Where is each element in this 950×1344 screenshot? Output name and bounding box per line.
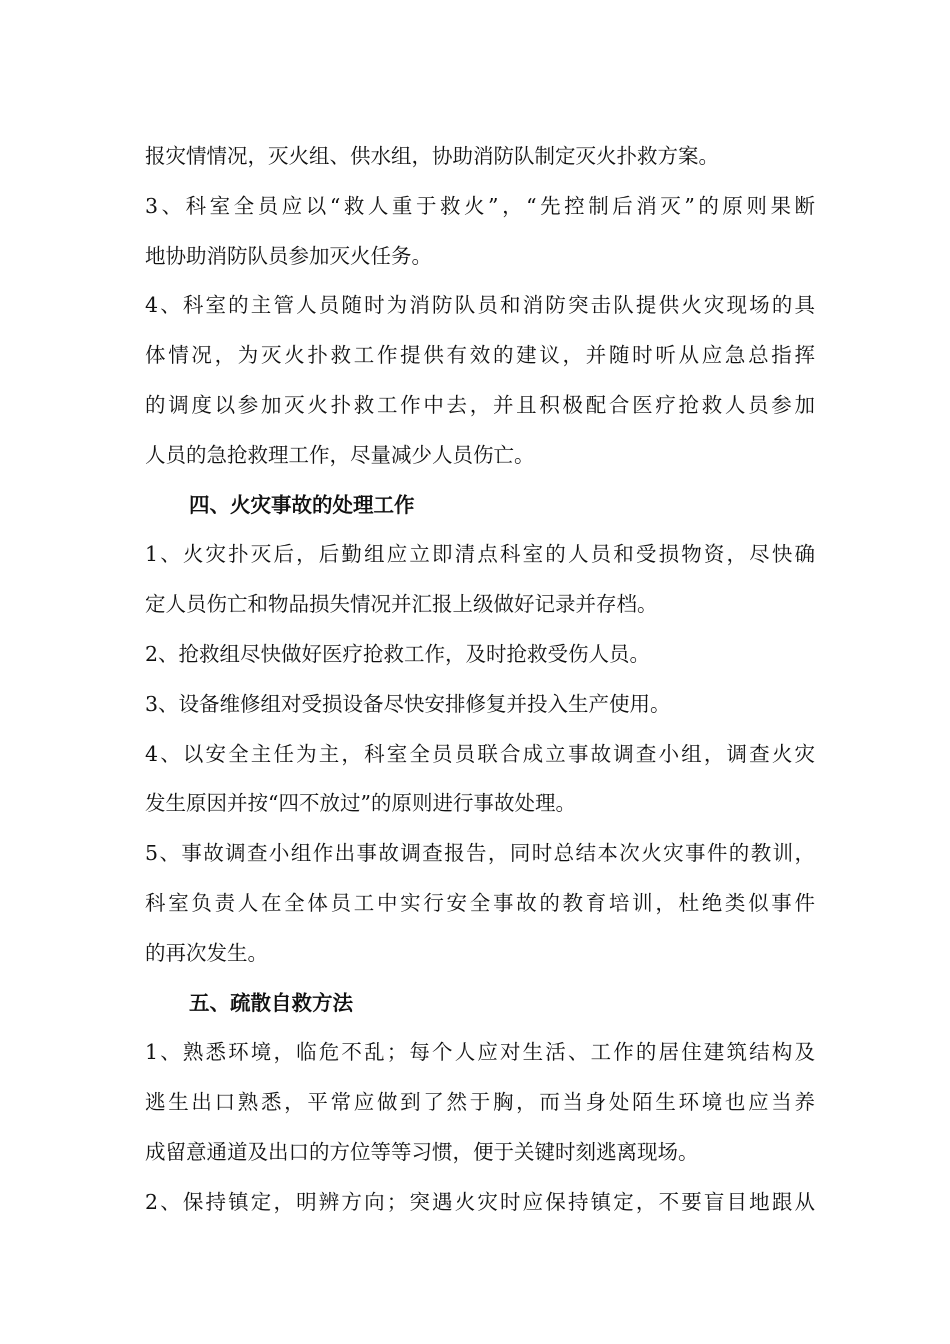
text-line: 5、事故调查小组作出事故调查报告，同时总结本次火灾事件的教训， [145, 841, 815, 866]
text-line: 逃生出口熟悉，平常应做到了然于胸，而当身处陌生环境也应当养 [145, 1090, 815, 1115]
document-body [145, 132, 815, 1228]
text-line: 3、科室全员应以“救人重于救火”，“先控制后消灭”的原则果断 [145, 193, 815, 218]
text-line: 体情况，为灭火扑救工作提供有效的建议，并随时听从应急总指挥 [145, 343, 815, 368]
section-heading: 五、疏散自救方法 [189, 990, 353, 1015]
text-line: 2、抢救组尽快做好医疗抢救工作，及时抢救受伤人员。 [145, 641, 651, 666]
text-line: 1、熟悉环境，临危不乱；每个人应对生活、工作的居住建筑结构及 [145, 1040, 815, 1065]
text-line: 人员的急抢救理工作，尽量减少人员伤亡。 [145, 442, 535, 467]
text-line: 4、科室的主管人员随时为消防队员和消防突击队提供火灾现场的具 [145, 293, 815, 318]
text-line: 的再次发生。 [145, 940, 268, 965]
text-line: 1、火灾扑灭后，后勤组应立即清点科室的人员和受损物资，尽快确 [145, 542, 815, 567]
text-line: 2、保持镇定，明辨方向；突遇火灾时应保持镇定，不要盲目地跟从 [145, 1189, 815, 1214]
text-line: 4、以安全主任为主，科室全员员联合成立事故调查小组，调查火灾 [145, 741, 815, 766]
text-line: 科室负责人在全体员工中实行安全事故的教育培训，杜绝类似事件 [145, 890, 815, 915]
text-line: 的调度以参加灭火扑救工作中去，并且积极配合医疗抢救人员参加 [145, 392, 815, 417]
text-line: 成留意通道及出口的方位等等习惯，便于关键时刻逃离现场。 [145, 1139, 699, 1164]
section-heading: 四、火灾事故的处理工作 [189, 492, 415, 517]
text-line: 报灾情情况，灭火组、供水组，协助消防队制定灭火扑救方案。 [145, 144, 719, 168]
text-line: 3、设备维修组对受损设备尽快安排修复并投入生产使用。 [145, 691, 671, 716]
text-line: 发生原因并按“四不放过”的原则进行事故处理。 [145, 791, 576, 816]
text-line: 地协助消防队员参加灭火任务。 [145, 243, 432, 268]
text-line: 定人员伤亡和物品损失情况并汇报上级做好记录并存档。 [145, 592, 658, 617]
